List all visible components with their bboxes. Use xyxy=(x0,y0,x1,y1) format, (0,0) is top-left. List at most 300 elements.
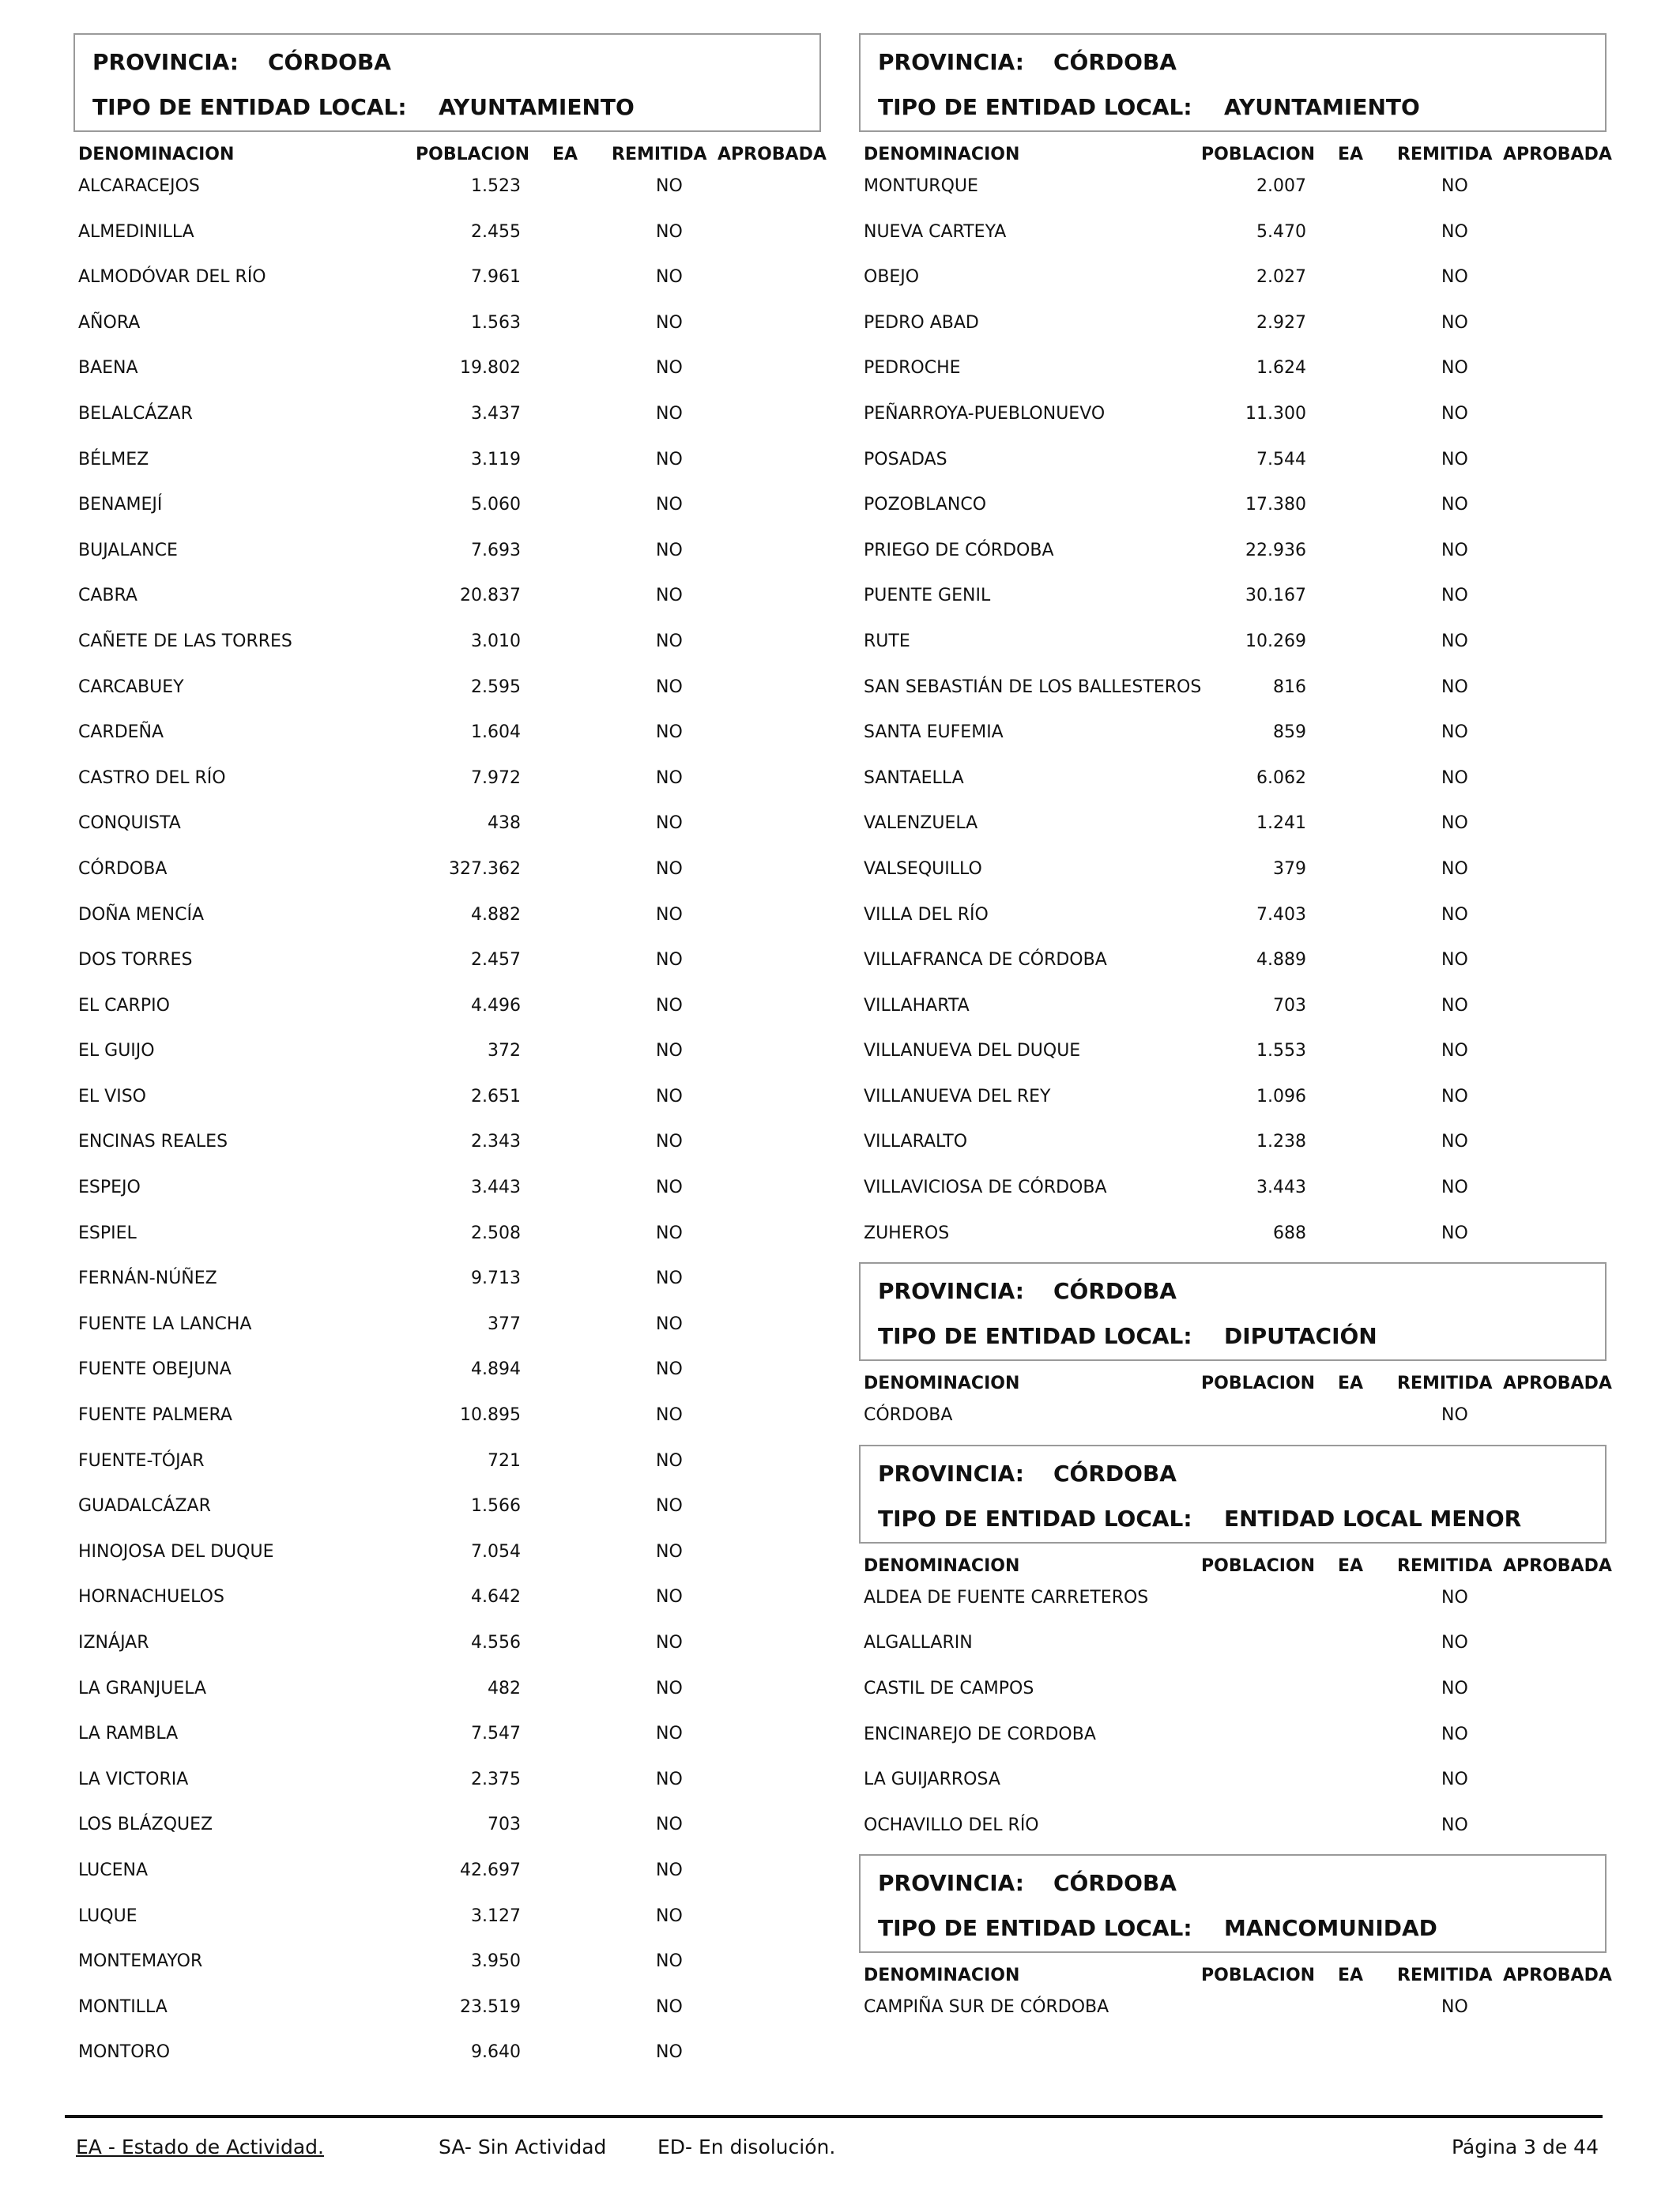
remitida-cell: NO xyxy=(656,449,683,469)
poblacion-cell: 20.837 xyxy=(460,586,521,606)
denominacion-cell: ESPIEL xyxy=(78,1223,137,1243)
table-row xyxy=(73,899,821,944)
remitida-cell: NO xyxy=(1441,1405,1468,1426)
poblacion-cell: 327.362 xyxy=(449,858,521,879)
denominacion-cell: CAMPIÑA SUR DE CÓRDOBA xyxy=(864,1997,1109,2018)
poblacion-cell: 1.238 xyxy=(1256,1132,1306,1152)
poblacion-cell: 2.455 xyxy=(471,221,521,242)
remitida-cell: NO xyxy=(656,1587,683,1608)
table-row xyxy=(859,1672,1607,1718)
table-row xyxy=(73,944,821,990)
section-header xyxy=(859,1262,1607,1361)
tipo-value: ENTIDAD LOCAL MENOR xyxy=(1224,1505,1522,1532)
table-row xyxy=(859,261,1607,307)
poblacion-cell: 2.343 xyxy=(471,1132,521,1152)
section-header xyxy=(859,1854,1607,1953)
table-row xyxy=(73,1717,821,1763)
denominacion-cell: IZNÁJAR xyxy=(78,1633,149,1653)
remitida-cell: NO xyxy=(1441,1132,1468,1152)
denominacion-cell: HORNACHUELOS xyxy=(78,1587,224,1608)
poblacion-cell: 30.167 xyxy=(1245,586,1306,606)
poblacion-cell: 9.640 xyxy=(471,2042,521,2063)
denominacion-cell: CONQUISTA xyxy=(78,813,181,834)
poblacion-cell: 2.595 xyxy=(471,677,521,697)
poblacion-header: POBLACION xyxy=(1201,145,1316,164)
remitida-cell: NO xyxy=(1441,403,1468,424)
tipo-value: DIPUTACIÓN xyxy=(1224,1323,1377,1350)
table-row xyxy=(859,1627,1607,1672)
data-rows xyxy=(73,170,821,2082)
table-row xyxy=(859,853,1607,899)
denominacion-cell: VILLA DEL RÍO xyxy=(864,904,989,925)
footer-divider xyxy=(65,2115,1603,2118)
remitida-cell: NO xyxy=(656,1178,683,1198)
poblacion-cell: 438 xyxy=(488,813,521,834)
table-row xyxy=(859,1581,1607,1627)
denominacion-cell: FUENTE-TÓJAR xyxy=(78,1450,205,1471)
poblacion-cell: 3.443 xyxy=(1256,1178,1306,1198)
denominacion-cell: GUADALCÁZAR xyxy=(78,1496,211,1517)
ea-header: EA xyxy=(1338,1966,1364,1986)
remitida-cell: NO xyxy=(656,1633,683,1653)
poblacion-cell: 4.496 xyxy=(471,995,521,1016)
denominacion-cell: BÉLMEZ xyxy=(78,449,149,469)
remitida-cell: NO xyxy=(1441,858,1468,879)
table-row xyxy=(73,1991,821,2037)
denominacion-cell: FUENTE LA LANCHA xyxy=(78,1314,252,1334)
remitida-cell: NO xyxy=(656,1132,683,1152)
denominacion-header: DENOMINACION xyxy=(864,145,1020,164)
table-row xyxy=(73,1125,821,1171)
denominacion-cell: LA GRANJUELA xyxy=(78,1678,207,1698)
denominacion-cell: VILLAHARTA xyxy=(864,995,970,1016)
table-row xyxy=(73,762,821,808)
table-row xyxy=(73,625,821,671)
remitida-cell: NO xyxy=(1441,221,1468,242)
remitida-header: REMITIDA xyxy=(1397,1966,1493,1986)
remitida-cell: NO xyxy=(1441,1086,1468,1106)
table-row xyxy=(73,1808,821,1854)
table-row xyxy=(859,1718,1607,1764)
column-headers xyxy=(859,1962,1612,1991)
data-rows xyxy=(859,1991,1607,2037)
remitida-cell: NO xyxy=(1441,1815,1468,1835)
remitida-cell: NO xyxy=(1441,631,1468,651)
column-headers xyxy=(859,141,1612,170)
denominacion-cell: OCHAVILLO DEL RÍO xyxy=(864,1815,1039,1835)
denominacion-cell: ALDEA DE FUENTE CARRETEROS xyxy=(864,1587,1149,1608)
remitida-cell: NO xyxy=(656,1314,683,1334)
denominacion-cell: HINOJOSA DEL DUQUE xyxy=(78,1541,274,1562)
denominacion-header: DENOMINACION xyxy=(864,1966,1020,1986)
denominacion-cell: LA GUIJARROSA xyxy=(864,1770,1000,1790)
table-row xyxy=(859,1809,1607,1855)
provincia-line xyxy=(878,1278,1177,1305)
tipo-line xyxy=(878,1915,1437,1942)
aprobada-header: APROBADA xyxy=(718,145,827,164)
provincia-label: PROVINCIA: xyxy=(878,1278,1025,1305)
remitida-cell: NO xyxy=(656,540,683,560)
remitida-cell: NO xyxy=(656,1996,683,2017)
remitida-cell: NO xyxy=(656,221,683,242)
poblacion-cell: 7.054 xyxy=(471,1541,521,1562)
remitida-cell: NO xyxy=(1441,586,1468,606)
poblacion-header: POBLACION xyxy=(1201,1555,1316,1576)
poblacion-cell: 3.950 xyxy=(471,1951,521,1972)
denominacion-cell: BENAMEJÍ xyxy=(78,495,163,515)
table-row xyxy=(859,899,1607,944)
denominacion-cell: PRIEGO DE CÓRDOBA xyxy=(864,540,1054,560)
legend-sa: SA- Sin Actividad xyxy=(439,2136,607,2158)
poblacion-cell: 859 xyxy=(1273,722,1306,743)
table-row xyxy=(859,944,1607,990)
entity-section xyxy=(73,33,827,2082)
tipo-label: TIPO DE ENTIDAD LOCAL: xyxy=(878,1323,1192,1350)
poblacion-cell: 7.403 xyxy=(1256,904,1306,925)
table-row xyxy=(73,261,821,307)
denominacion-cell: DOS TORRES xyxy=(78,950,193,971)
denominacion-cell: VILLAVICIOSA DE CÓRDOBA xyxy=(864,1178,1107,1198)
denominacion-cell: NUEVA CARTEYA xyxy=(864,221,1007,242)
table-row xyxy=(73,1399,821,1445)
remitida-cell: NO xyxy=(656,1041,683,1061)
poblacion-cell: 6.062 xyxy=(1256,767,1306,788)
poblacion-cell: 3.443 xyxy=(471,1178,521,1198)
denominacion-cell: VILLAFRANCA DE CÓRDOBA xyxy=(864,950,1107,971)
remitida-cell: NO xyxy=(1441,722,1468,743)
denominacion-cell: VALSEQUILLO xyxy=(864,858,982,879)
tipo-label: TIPO DE ENTIDAD LOCAL: xyxy=(878,1505,1192,1532)
denominacion-cell: SANTAELLA xyxy=(864,767,964,788)
table-row xyxy=(859,990,1607,1035)
poblacion-header: POBLACION xyxy=(1201,1966,1316,1986)
poblacion-cell: 7.961 xyxy=(471,267,521,288)
table-row xyxy=(73,1080,821,1126)
poblacion-cell: 2.457 xyxy=(471,950,521,971)
table-row xyxy=(859,762,1607,808)
denominacion-cell: LUQUE xyxy=(78,1906,137,1926)
remitida-cell: NO xyxy=(1441,904,1468,925)
remitida-cell: NO xyxy=(656,677,683,697)
legend-ea: EA - Estado de Actividad. xyxy=(76,2136,324,2158)
remitida-cell: NO xyxy=(656,1359,683,1380)
denominacion-cell: ZUHEROS xyxy=(864,1223,950,1243)
table-row xyxy=(73,1171,821,1217)
poblacion-cell: 2.027 xyxy=(1256,267,1306,288)
remitida-header: REMITIDA xyxy=(1397,1374,1493,1394)
remitida-cell: NO xyxy=(1441,358,1468,379)
table-row xyxy=(859,170,1607,216)
remitida-cell: NO xyxy=(1441,1633,1468,1653)
aprobada-header: APROBADA xyxy=(1503,1555,1612,1576)
table-row xyxy=(73,1900,821,1946)
table-row xyxy=(73,716,821,762)
ea-header: EA xyxy=(1338,1374,1364,1394)
remitida-cell: NO xyxy=(1441,1997,1468,2018)
poblacion-cell: 4.556 xyxy=(471,1633,521,1653)
table-row xyxy=(73,1262,821,1308)
remitida-cell: NO xyxy=(656,858,683,879)
denominacion-header: DENOMINACION xyxy=(864,1555,1020,1576)
remitida-cell: NO xyxy=(1441,267,1468,288)
remitida-cell: NO xyxy=(656,1269,683,1289)
poblacion-cell: 7.693 xyxy=(471,540,521,560)
ea-header: EA xyxy=(1338,1555,1364,1576)
remitida-cell: NO xyxy=(1441,449,1468,469)
remitida-cell: NO xyxy=(656,1496,683,1517)
tipo-value: AYUNTAMIENTO xyxy=(1224,94,1420,120)
denominacion-header: DENOMINACION xyxy=(78,145,235,164)
provincia-value: CÓRDOBA xyxy=(1053,49,1177,75)
table-row xyxy=(73,2036,821,2082)
table-row xyxy=(73,807,821,853)
provincia-line xyxy=(878,1460,1177,1487)
provincia-value: CÓRDOBA xyxy=(1053,1870,1177,1897)
denominacion-cell: VILLANUEVA DEL DUQUE xyxy=(864,1041,1081,1061)
remitida-cell: NO xyxy=(656,267,683,288)
remitida-cell: NO xyxy=(1441,312,1468,333)
table-row xyxy=(73,1536,821,1581)
poblacion-cell: 7.544 xyxy=(1256,449,1306,469)
table-row xyxy=(859,1399,1607,1445)
poblacion-cell: 372 xyxy=(488,1041,521,1061)
denominacion-cell: MONTORO xyxy=(78,2042,171,2063)
table-row xyxy=(73,1353,821,1399)
denominacion-cell: LUCENA xyxy=(78,1860,149,1880)
table-row xyxy=(859,1991,1607,2037)
provincia-value: CÓRDOBA xyxy=(1053,1278,1177,1305)
table-row xyxy=(73,352,821,398)
provincia-label: PROVINCIA: xyxy=(878,49,1025,75)
poblacion-cell: 721 xyxy=(488,1450,521,1471)
data-rows xyxy=(859,170,1607,1262)
provincia-value: CÓRDOBA xyxy=(1053,1460,1177,1487)
poblacion-cell: 11.300 xyxy=(1245,403,1306,424)
poblacion-cell: 1.604 xyxy=(471,722,521,743)
poblacion-cell: 2.651 xyxy=(471,1086,521,1106)
denominacion-cell: PEDROCHE xyxy=(864,358,961,379)
table-row xyxy=(73,671,821,717)
denominacion-cell: CASTIL DE CAMPOS xyxy=(864,1679,1034,1699)
remitida-cell: NO xyxy=(656,1951,683,1972)
remitida-cell: NO xyxy=(656,495,683,515)
poblacion-cell: 2.007 xyxy=(1256,176,1306,196)
remitida-cell: NO xyxy=(656,1405,683,1426)
poblacion-cell: 5.470 xyxy=(1256,221,1306,242)
table-row xyxy=(73,1581,821,1627)
denominacion-cell: CABRA xyxy=(78,586,137,606)
table-row xyxy=(73,398,821,443)
poblacion-header: POBLACION xyxy=(416,145,530,164)
remitida-cell: NO xyxy=(1441,540,1468,560)
denominacion-cell: PUENTE GENIL xyxy=(864,586,991,606)
table-row xyxy=(859,579,1607,625)
denominacion-cell: CASTRO DEL RÍO xyxy=(78,767,226,788)
tipo-line xyxy=(92,94,635,121)
denominacion-cell: CARCABUEY xyxy=(78,677,184,697)
denominacion-header: DENOMINACION xyxy=(864,1374,1020,1394)
poblacion-cell: 19.802 xyxy=(460,358,521,379)
remitida-cell: NO xyxy=(656,950,683,971)
denominacion-cell: EL CARPIO xyxy=(78,995,170,1016)
remitida-cell: NO xyxy=(656,1724,683,1744)
remitida-cell: NO xyxy=(1441,995,1468,1016)
tipo-value: MANCOMUNIDAD xyxy=(1224,1915,1437,1942)
table-row xyxy=(73,1627,821,1672)
column-headers xyxy=(859,1370,1612,1399)
poblacion-cell: 2.375 xyxy=(471,1769,521,1789)
table-row xyxy=(859,671,1607,717)
denominacion-cell: CÓRDOBA xyxy=(78,858,168,879)
remitida-header: REMITIDA xyxy=(1397,145,1493,164)
denominacion-cell: VILLARALTO xyxy=(864,1132,968,1152)
tipo-label: TIPO DE ENTIDAD LOCAL: xyxy=(878,94,1192,120)
tipo-label: TIPO DE ENTIDAD LOCAL: xyxy=(92,94,407,120)
remitida-cell: NO xyxy=(1441,950,1468,971)
table-row xyxy=(73,1217,821,1263)
denominacion-cell: VILLANUEVA DEL REY xyxy=(864,1086,1051,1106)
table-row xyxy=(73,1035,821,1080)
table-row xyxy=(859,398,1607,443)
denominacion-cell: SAN SEBASTIÁN DE LOS BALLESTEROS xyxy=(864,677,1202,697)
provincia-line xyxy=(92,49,391,76)
remitida-cell: NO xyxy=(1441,1587,1468,1608)
denominacion-cell: MONTURQUE xyxy=(864,176,978,196)
entity-section xyxy=(859,1445,1612,1855)
denominacion-cell: PEÑARROYA-PUEBLONUEVO xyxy=(864,403,1106,424)
poblacion-cell: 1.241 xyxy=(1256,813,1306,834)
poblacion-cell: 816 xyxy=(1273,677,1306,697)
remitida-cell: NO xyxy=(1441,1178,1468,1198)
table-row xyxy=(859,488,1607,534)
denominacion-cell: ALGALLARIN xyxy=(864,1633,973,1653)
remitida-cell: NO xyxy=(656,767,683,788)
denominacion-cell: FUENTE OBEJUNA xyxy=(78,1359,232,1380)
poblacion-cell: 1.096 xyxy=(1256,1086,1306,1106)
denominacion-cell: LOS BLÁZQUEZ xyxy=(78,1815,213,1835)
aprobada-header: APROBADA xyxy=(1503,1374,1612,1394)
poblacion-cell: 1.553 xyxy=(1256,1041,1306,1061)
column-headers xyxy=(859,1553,1612,1581)
poblacion-cell: 23.519 xyxy=(460,1996,521,2017)
poblacion-header: POBLACION xyxy=(1201,1374,1316,1394)
table-row xyxy=(73,1945,821,1991)
table-row xyxy=(859,1171,1607,1217)
table-row xyxy=(73,1763,821,1809)
denominacion-cell: ALMODÓVAR DEL RÍO xyxy=(78,267,266,288)
section-header xyxy=(73,33,821,132)
table-row xyxy=(859,443,1607,489)
poblacion-cell: 2.927 xyxy=(1256,312,1306,333)
denominacion-cell: CÓRDOBA xyxy=(864,1405,953,1426)
poblacion-cell: 4.889 xyxy=(1256,950,1306,971)
denominacion-cell: EL VISO xyxy=(78,1086,146,1106)
entity-section xyxy=(859,1262,1612,1445)
table-row xyxy=(73,1445,821,1491)
remitida-cell: NO xyxy=(656,1906,683,1926)
table-row xyxy=(859,352,1607,398)
table-row xyxy=(859,625,1607,671)
aprobada-header: APROBADA xyxy=(1503,145,1612,164)
table-row xyxy=(859,1035,1607,1080)
table-row xyxy=(73,534,821,580)
denominacion-cell: LA VICTORIA xyxy=(78,1769,189,1789)
remitida-cell: NO xyxy=(1441,1770,1468,1790)
poblacion-cell: 1.523 xyxy=(471,176,521,196)
table-row xyxy=(73,307,821,352)
poblacion-cell: 1.624 xyxy=(1256,358,1306,379)
remitida-cell: NO xyxy=(656,403,683,424)
denominacion-cell: ENCINAS REALES xyxy=(78,1132,228,1152)
poblacion-cell: 703 xyxy=(488,1815,521,1835)
table-row xyxy=(73,216,821,262)
table-row xyxy=(859,1125,1607,1171)
remitida-header: REMITIDA xyxy=(1397,1555,1493,1576)
provincia-line xyxy=(878,1870,1177,1897)
denominacion-cell: ALCARACEJOS xyxy=(78,176,200,196)
remitida-cell: NO xyxy=(656,995,683,1016)
remitida-cell: NO xyxy=(656,358,683,379)
remitida-cell: NO xyxy=(1441,1223,1468,1243)
denominacion-cell: VALENZUELA xyxy=(864,813,978,834)
entity-section xyxy=(859,1854,1612,2037)
denominacion-cell: POSADAS xyxy=(864,449,947,469)
denominacion-cell: DOÑA MENCÍA xyxy=(78,904,204,925)
left-column xyxy=(73,33,827,2082)
section-header xyxy=(859,1445,1607,1544)
poblacion-cell: 4.894 xyxy=(471,1359,521,1380)
table-row xyxy=(73,1672,821,1718)
table-row xyxy=(859,716,1607,762)
denominacion-cell: LA RAMBLA xyxy=(78,1724,179,1744)
poblacion-cell: 10.895 xyxy=(460,1405,521,1426)
entity-section xyxy=(859,33,1612,1262)
provincia-label: PROVINCIA: xyxy=(878,1870,1025,1897)
remitida-cell: NO xyxy=(1441,495,1468,515)
denominacion-cell: CAÑETE DE LAS TORRES xyxy=(78,631,292,651)
tipo-line xyxy=(878,1505,1522,1532)
poblacion-cell: 10.269 xyxy=(1245,631,1306,651)
poblacion-cell: 22.936 xyxy=(1245,540,1306,560)
provincia-label: PROVINCIA: xyxy=(878,1460,1025,1487)
denominacion-cell: BUJALANCE xyxy=(78,540,178,560)
remitida-cell: NO xyxy=(656,1223,683,1243)
poblacion-cell: 2.508 xyxy=(471,1223,521,1243)
aprobada-header: APROBADA xyxy=(1503,1966,1612,1986)
table-row xyxy=(73,1308,821,1354)
denominacion-cell: RUTE xyxy=(864,631,910,651)
poblacion-cell: 703 xyxy=(1273,995,1306,1016)
table-row xyxy=(73,990,821,1035)
table-row xyxy=(73,443,821,489)
denominacion-cell: BAENA xyxy=(78,358,138,379)
table-row xyxy=(859,534,1607,580)
remitida-cell: NO xyxy=(656,631,683,651)
table-row xyxy=(73,1854,821,1900)
poblacion-cell: 3.127 xyxy=(471,1906,521,1926)
section-header xyxy=(859,33,1607,132)
table-row xyxy=(859,807,1607,853)
remitida-cell: NO xyxy=(656,312,683,333)
table-row xyxy=(859,307,1607,352)
remitida-cell: NO xyxy=(656,813,683,834)
provincia-label: PROVINCIA: xyxy=(92,49,239,75)
remitida-cell: NO xyxy=(1441,813,1468,834)
table-row xyxy=(859,216,1607,262)
denominacion-cell: BELALCÁZAR xyxy=(78,403,193,424)
poblacion-cell: 688 xyxy=(1273,1223,1306,1243)
poblacion-cell: 1.566 xyxy=(471,1496,521,1517)
